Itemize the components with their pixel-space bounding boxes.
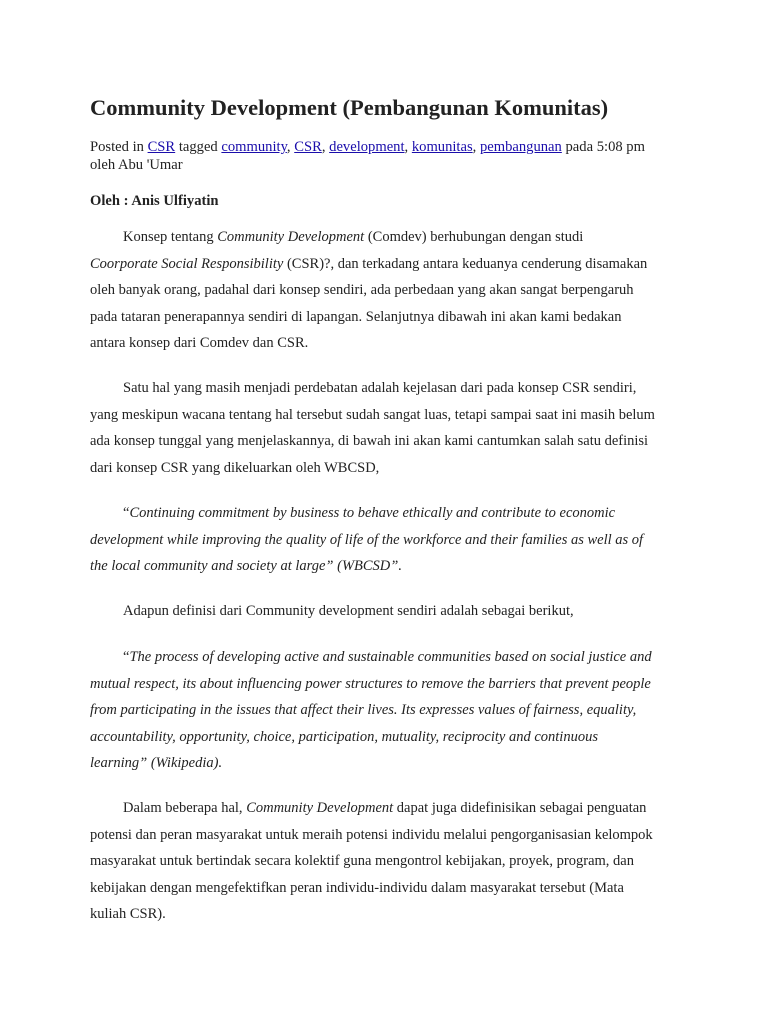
emphasis: Community Development (246, 800, 394, 816)
text-line: from participating in the issues that affect their lives. Its expresses values of fairness, equality, (90, 702, 637, 719)
tag-link-community[interactable]: community (221, 139, 287, 155)
text: dapat juga didefinisikan sebagai penguatan (393, 800, 647, 816)
quote-mark: “ (123, 505, 130, 521)
pada-label: pada (565, 139, 594, 155)
text: (CSR)?, dan terkadang antara keduanya cenderung disamakan (283, 255, 648, 272)
text-line: accountability, opportunity, choice, participation, mutuality, reciprocity and continuous (90, 728, 598, 745)
paragraph-4 (90, 795, 680, 928)
tag-link-development[interactable]: development (329, 139, 405, 155)
category-link-csr[interactable]: CSR (147, 139, 176, 155)
tag-link-komunitas[interactable]: komunitas (411, 139, 473, 155)
post-time: 5:08 pm (596, 139, 645, 155)
tag-link-pembangunan[interactable]: pembangunan (479, 139, 562, 155)
text-line: dari konsep CSR yang dikeluarkan oleh WBCSD, (90, 459, 380, 476)
text-line: learning” (Wikipedia). (90, 755, 223, 772)
tag-separator: , (321, 139, 326, 155)
text: The process of developing active and sustainable communities based on social justice and (129, 649, 652, 665)
paragraph-2 (90, 375, 680, 481)
page-title: Community Development (Pembangunan Komunitas) (90, 95, 609, 120)
text-line: the local community and society at large” (WBCSD”. (90, 558, 402, 575)
text-line: potensi dan peran masyarakat untuk meraih potensi individu melalui pengorganisasian kelompok (90, 826, 653, 843)
text: Dalam beberapa hal, (123, 800, 247, 816)
text-line: mutual respect, its about influencing power structures to remove the barriers that prevent people (90, 675, 651, 692)
posted-in-label: Posted in (90, 139, 144, 155)
tag-separator: , (286, 139, 291, 155)
tag-separator: , (472, 139, 477, 155)
article-author: Oleh : Anis Ulfiyatin (90, 193, 219, 209)
paragraph-1 (90, 224, 680, 357)
text-line: kuliah CSR). (90, 906, 166, 923)
text: (Comdev) berhubungan dengan studi (364, 229, 584, 245)
quote-mark: “ (123, 649, 130, 665)
paragraph-3 (90, 598, 680, 625)
text-line: antara konsep dari Comdev dan CSR. (90, 335, 309, 352)
text-line: pada tataran penerapannya sendiri di lapangan. Selanjutnya dibawah ini akan kami bedakan (90, 308, 622, 325)
post-meta (90, 138, 680, 174)
text-line: yang meskipun wacana tentang hal tersebut sudah sangat luas, tetapi sampai saat ini masih belum (90, 406, 655, 423)
text-line: masyarakat untuk bertindak secara kolektif guna mengontrol kebijakan, proyek, program, dan (90, 853, 634, 870)
emphasis: Coorporate Social Responsibility (90, 255, 284, 272)
tagged-label: tagged (178, 139, 218, 155)
text: Continuing commitment by business to behave ethically and contribute to economic (129, 505, 616, 521)
tag-link-csr[interactable]: CSR (294, 139, 322, 155)
text: Satu hal yang masih menjadi perdebatan adalah kejelasan dari pada konsep CSR sendiri, (123, 380, 637, 396)
text-line: ada konsep tunggal yang menjelaskannya, di bawah ini akan kami cantumkan salah satu definisi (90, 433, 649, 450)
quote-wikipedia (90, 644, 680, 777)
quote-wbcsd (90, 500, 680, 580)
tag-separator: , (404, 139, 409, 155)
text-line: oleh banyak orang, padahal dari konsep sendiri, ada perbedaan yang akan sangat berpengaruh (90, 282, 634, 299)
text-line: development while improving the quality of life of the workforce and their families as well as of (90, 531, 644, 548)
post-author: oleh Abu 'Umar (90, 157, 183, 173)
text: Konsep tentang (123, 229, 218, 245)
emphasis: Community Development (217, 229, 365, 245)
text-line: kebijakan dengan mengefektifkan peran individu-individu dalam masyarakat tersebut (Mata (90, 879, 624, 896)
text: Adapun definisi dari Community development sendiri adalah sebagai berikut, (123, 603, 574, 619)
